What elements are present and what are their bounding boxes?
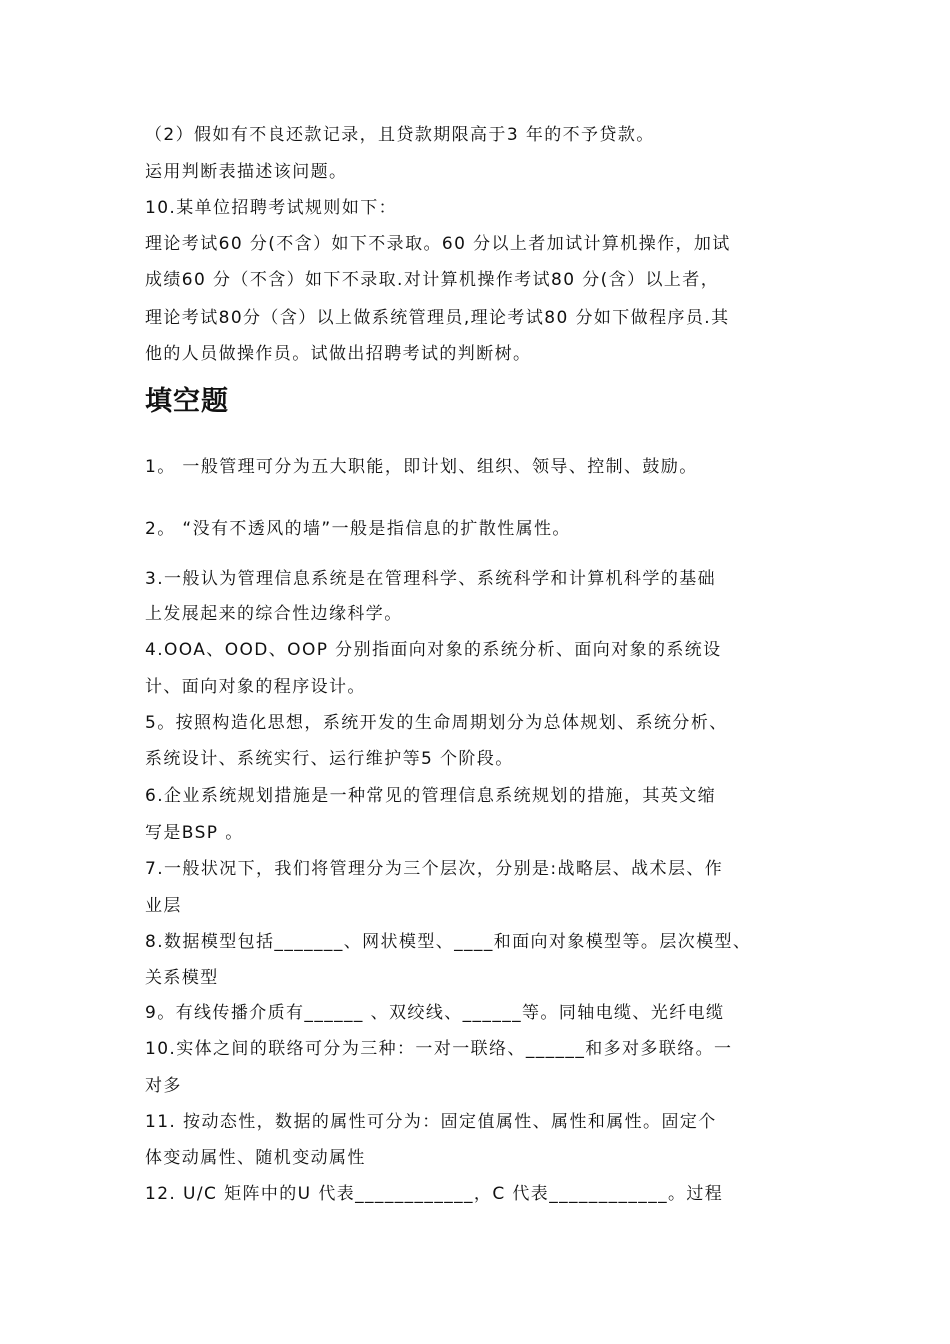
intro-line: （2）假如有不良还款记录，且贷款期限高于3 年的不予贷款。 (145, 125, 655, 145)
intro-line: 10.某单位招聘考试规则如下： (145, 198, 398, 218)
question-line: 3.一般认为管理信息系统是在管理科学、系统科学和计算机科学的基础 (145, 569, 717, 589)
question-line: 写是BSP 。 (145, 823, 244, 843)
intro-line: 运用判断表描述该问题。 (145, 162, 348, 182)
question-line: 对多 (145, 1076, 182, 1096)
question-line: 系统设计、系统实行、运行维护等5 个阶段。 (145, 749, 514, 769)
question-line: 5。按照构造化思想，系统开发的生命周期划分为总体规划、系统分析、 (145, 713, 728, 733)
intro-line: 理论考试60 分(不含）如下不录取。60 分以上者加试计算机操作，加试 (145, 234, 731, 254)
question-line: 上发展起来的综合性边缘科学。 (145, 604, 403, 624)
question-line: 体变动属性、随机变动属性 (145, 1148, 366, 1168)
question-line: 1。 一般管理可分为五大职能，即计划、组织、领导、控制、鼓励。 (145, 457, 698, 477)
question-line: 8.数据模型包括_______、网状模型、____和面向对象模型等。层次模型、 (145, 932, 752, 952)
question-line: 业层 (145, 896, 182, 916)
intro-line: 成绩60 分（不含）如下不录取.对计算机操作考试80 分(含）以上者， (145, 270, 720, 290)
question-line: 计、面向对象的程序设计。 (145, 677, 366, 697)
question-line: 6.企业系统规划措施是一种常见的管理信息系统规划的措施，其英文缩 (145, 786, 717, 806)
question-line: 10.实体之间的联络可分为三种：一对一联络、______和多对多联络。一 (145, 1039, 733, 1059)
intro-line: 他的人员做操作员。试做出招聘考试的判断树。 (145, 344, 532, 364)
question-line: 7.一般状况下，我们将管理分为三个层次，分别是:战略层、战术层、作 (145, 859, 724, 879)
section-heading: 填空题 (145, 386, 229, 417)
question-line: 2。 “没有不透风的墙”一般是指信息的扩散性属性。 (145, 519, 571, 539)
question-line: 9。有线传播介质有______ 、双绞线、______等。同轴电缆、光纤电缆 (145, 1003, 725, 1023)
question-line: 4.OOA、OOD、OOP 分别指面向对象的系统分析、面向对象的系统设 (145, 640, 722, 660)
question-line: 12. U/C 矩阵中的U 代表____________，C 代表____________。过程 (145, 1184, 724, 1204)
question-line: 11. 按动态性，数据的属性可分为：固定值属性、属性和属性。固定个 (145, 1112, 717, 1132)
intro-line: 理论考试80分（含）以上做系统管理员,理论考试80 分如下做程序员.其 (145, 308, 730, 328)
question-line: 关系模型 (145, 968, 219, 988)
